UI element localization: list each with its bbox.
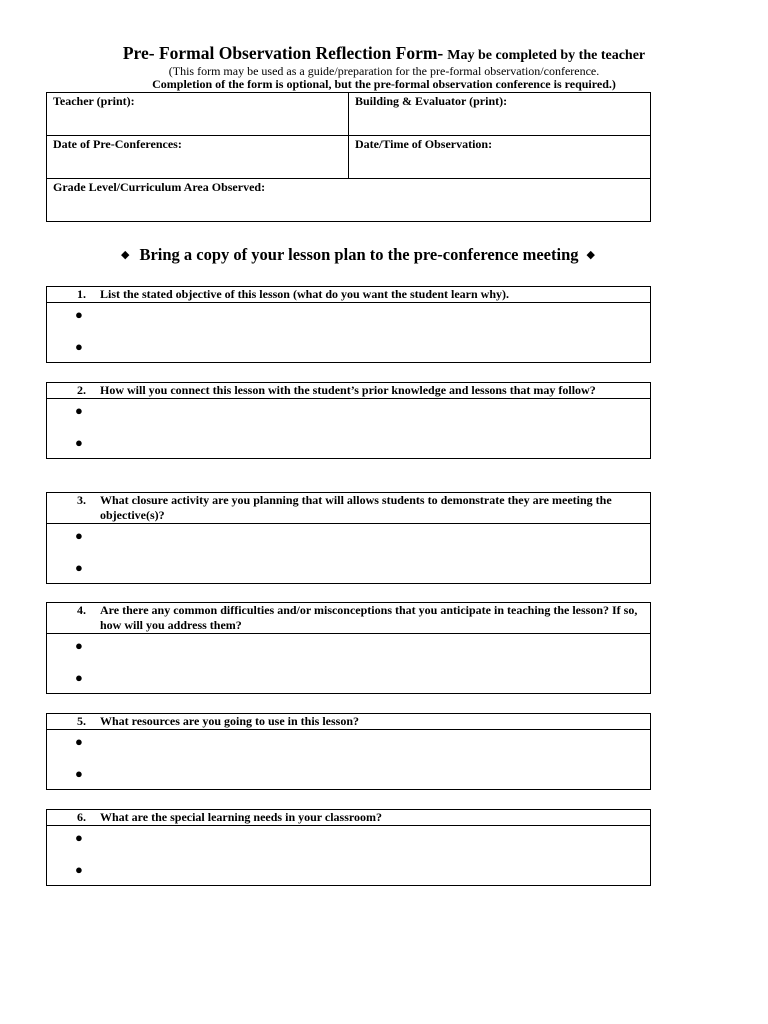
question-text: Are there any common difficulties and/or misconceptions that you anticipate in teaching the lesson? If so, how will you address them?	[100, 603, 638, 632]
question-text: What resources are you going to use in this lesson?	[100, 714, 360, 728]
bullet-icon: ●	[75, 560, 83, 575]
question-box-3	[46, 492, 651, 584]
bullet-icon: ●	[75, 766, 83, 781]
question-number: 3.	[77, 493, 86, 507]
building-evaluator-label: Building & Evaluator (print):	[355, 94, 508, 108]
question-header	[47, 383, 650, 399]
answer-area[interactable]	[47, 730, 650, 789]
date-preconference-field[interactable]	[47, 136, 349, 179]
answer-area[interactable]	[47, 399, 650, 458]
bullet-icon: ●	[75, 830, 83, 845]
question-header	[47, 493, 650, 524]
question-header	[47, 603, 650, 634]
datetime-observation-label: Date/Time of Observation:	[355, 137, 493, 151]
title-main: Pre- Formal Observation Reflection Form-	[122, 43, 444, 63]
title-sub: May be completed by the teacher	[447, 48, 646, 63]
question-box-4	[46, 602, 651, 694]
question-header	[47, 810, 650, 826]
bullet-icon: ●	[75, 638, 83, 653]
question-header	[47, 714, 650, 730]
lesson-plan-reminder	[0, 245, 716, 265]
bullet-icon: ●	[75, 862, 83, 877]
diamond-icon: ◆	[586, 249, 595, 261]
question-number: 5.	[77, 714, 86, 728]
question-text: List the stated objective of this lesson (what do you want the student learn why).	[100, 287, 510, 301]
page-title	[0, 43, 768, 64]
answer-area[interactable]	[47, 634, 650, 693]
bullet-icon: ●	[75, 528, 83, 543]
bullet-icon: ●	[75, 435, 83, 450]
question-text: What are the special learning needs in your classroom?	[100, 810, 382, 824]
teacher-label: Teacher (print):	[53, 94, 135, 108]
bullet-icon: ●	[75, 339, 83, 354]
diamond-icon: ◆	[121, 249, 130, 261]
reminder-text: Bring a copy of your lesson plan to the pre-conference meeting	[139, 245, 579, 264]
answer-area[interactable]	[47, 524, 650, 583]
question-box-1	[46, 286, 651, 363]
question-number: 6.	[77, 810, 86, 824]
question-text: How will you connect this lesson with the student’s prior knowledge and lessons that may follow?	[100, 383, 596, 397]
answer-area[interactable]	[47, 826, 650, 885]
datetime-observation-field[interactable]	[349, 136, 651, 179]
date-preconference-label: Date of Pre-Conferences:	[53, 137, 182, 151]
question-number: 4.	[77, 603, 86, 617]
question-header	[47, 287, 650, 303]
question-box-6	[46, 809, 651, 886]
question-number: 2.	[77, 383, 86, 397]
subtitle: (This form may be used as a guide/preparation for the pre-formal observation/conference.	[168, 64, 600, 78]
teacher-field[interactable]	[47, 93, 349, 136]
bullet-icon: ●	[75, 670, 83, 685]
question-number: 1.	[77, 287, 86, 301]
bullet-icon: ●	[75, 307, 83, 322]
completion-note: Completion of the form is optional, but the pre-formal observation conference is required.)	[152, 77, 616, 91]
bullet-icon: ●	[75, 403, 83, 418]
bullet-icon: ●	[75, 734, 83, 749]
question-box-5	[46, 713, 651, 790]
question-text: What closure activity are you planning that will allows students to demonstrate they are meeting the objective(s)?	[100, 493, 612, 522]
answer-area[interactable]	[47, 303, 650, 362]
building-evaluator-field[interactable]	[349, 93, 651, 136]
question-box-2	[46, 382, 651, 459]
grade-curriculum-field[interactable]	[47, 179, 651, 222]
grade-curriculum-label: Grade Level/Curriculum Area Observed:	[53, 180, 266, 194]
teacher-info-table	[46, 92, 651, 222]
